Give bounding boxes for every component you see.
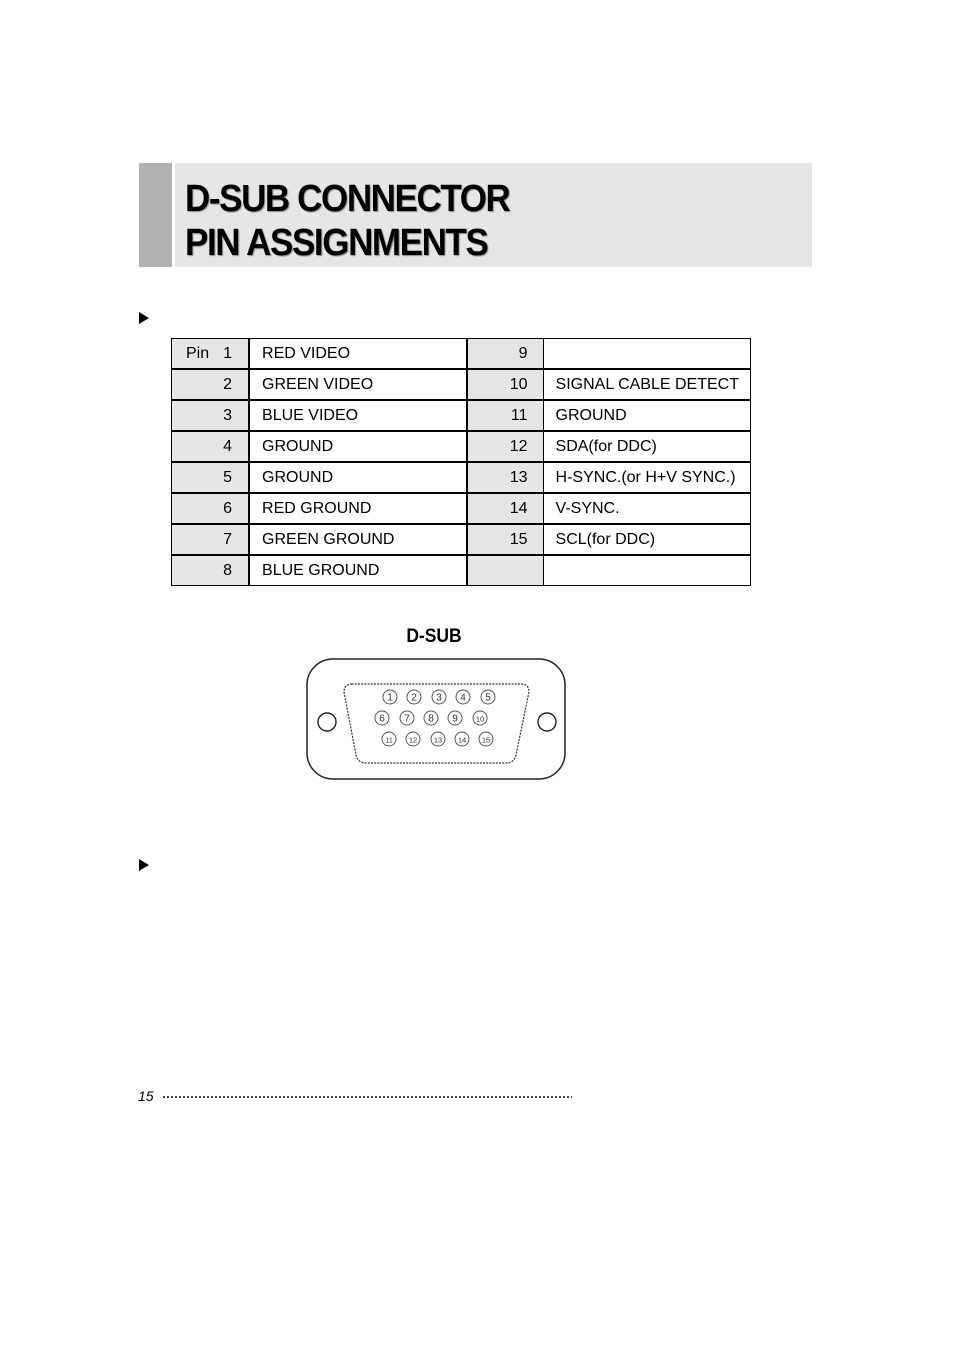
- connector-pin-label: 6: [379, 713, 385, 725]
- connector-screw-hole-left: [318, 713, 336, 731]
- pin-signal-cell: SIGNAL CABLE DETECT: [543, 369, 750, 400]
- pin-number-cell: 14: [467, 493, 543, 524]
- connector-pin-label: 8: [428, 713, 434, 725]
- pin-signal-cell: H-SYNC.(or H+V SYNC.): [543, 462, 750, 493]
- connector-pin-label: 2: [411, 692, 417, 704]
- table-row: [172, 400, 751, 431]
- pin-signal-cell: SCL(for DDC): [543, 524, 750, 555]
- pin-number-cell: 7: [172, 524, 250, 555]
- pin-number-cell: 3: [172, 400, 250, 431]
- pin-signal-cell: GROUND: [249, 462, 467, 493]
- pin-number-cell: 4: [172, 431, 250, 462]
- connector-pin-label: 10: [475, 714, 485, 724]
- page-title-line-2: PIN ASSIGNMENTS: [185, 222, 488, 264]
- pin-signal-cell: GROUND: [543, 400, 750, 431]
- connector-pin-label: 7: [404, 713, 410, 725]
- connector-pin-label: 4: [460, 692, 466, 704]
- pin-number-cell: 2: [172, 369, 250, 400]
- pin-signal-cell: BLUE VIDEO: [249, 400, 467, 431]
- triangle-right-icon: [139, 312, 149, 324]
- pin-number-cell: 6: [172, 493, 250, 524]
- pin-number-cell: 5: [172, 462, 250, 493]
- table-row: [172, 369, 751, 400]
- title-accent-bar: [139, 163, 172, 267]
- pin-number-cell: [467, 555, 543, 586]
- triangle-right-icon: [139, 859, 149, 871]
- pin-number-cell: 10: [467, 369, 543, 400]
- connector-pin-label: 3: [436, 692, 442, 704]
- connector-pin-label: 15: [481, 735, 491, 745]
- page-title-line-1: D-SUB CONNECTOR: [185, 178, 510, 220]
- pin-signal-cell: V-SYNC.: [543, 493, 750, 524]
- table-row: [172, 524, 751, 555]
- connector-pin-label: 13: [433, 735, 443, 745]
- connector-pin-label: 1: [387, 692, 393, 704]
- pin-number-cell: 9: [467, 339, 543, 370]
- connector-pin-label: 11: [385, 735, 393, 745]
- pin-signal-cell: GROUND: [249, 431, 467, 462]
- pin-label: Pin: [186, 344, 210, 362]
- table-row: [172, 339, 751, 370]
- pin-signal-cell: GREEN VIDEO: [249, 369, 467, 400]
- table-row: [172, 431, 751, 462]
- table-row: [172, 493, 751, 524]
- connector-title: D-SUB: [406, 626, 462, 647]
- pin-signal-cell: [543, 339, 750, 370]
- pin-number-cell: 11: [467, 400, 543, 431]
- table-row: [172, 555, 751, 586]
- title-band: [139, 163, 812, 267]
- connector-pin-label: 14: [457, 735, 467, 745]
- page-number: 15: [138, 1088, 154, 1104]
- pin-signal-cell: RED GROUND: [249, 493, 467, 524]
- pin-signal-cell: [543, 555, 750, 586]
- footer-dotted-rule: [162, 1096, 572, 1098]
- pin-number: 1: [223, 344, 233, 362]
- connector-pin-label: 9: [452, 713, 458, 725]
- table-row: [172, 462, 751, 493]
- pin-number-cell: 12: [467, 431, 543, 462]
- connector-pin-label: 5: [485, 692, 491, 704]
- pin-signal-cell: RED VIDEO: [249, 339, 467, 370]
- dsub-connector-diagram: [300, 650, 570, 785]
- pin-signal-cell: BLUE GROUND: [249, 555, 467, 586]
- pin-number-cell: 13: [467, 462, 543, 493]
- pin-signal-cell: SDA(for DDC): [543, 431, 750, 462]
- title-accent-gap: [172, 163, 175, 267]
- pin-number-cell: 15: [467, 524, 543, 555]
- pin-assignment-table: [171, 338, 751, 586]
- pin-number-cell: [172, 339, 250, 370]
- connector-screw-hole-right: [538, 713, 556, 731]
- pin-signal-cell: GREEN GROUND: [249, 524, 467, 555]
- pin-number-cell: 8: [172, 555, 250, 586]
- connector-pin-label: 12: [408, 735, 418, 745]
